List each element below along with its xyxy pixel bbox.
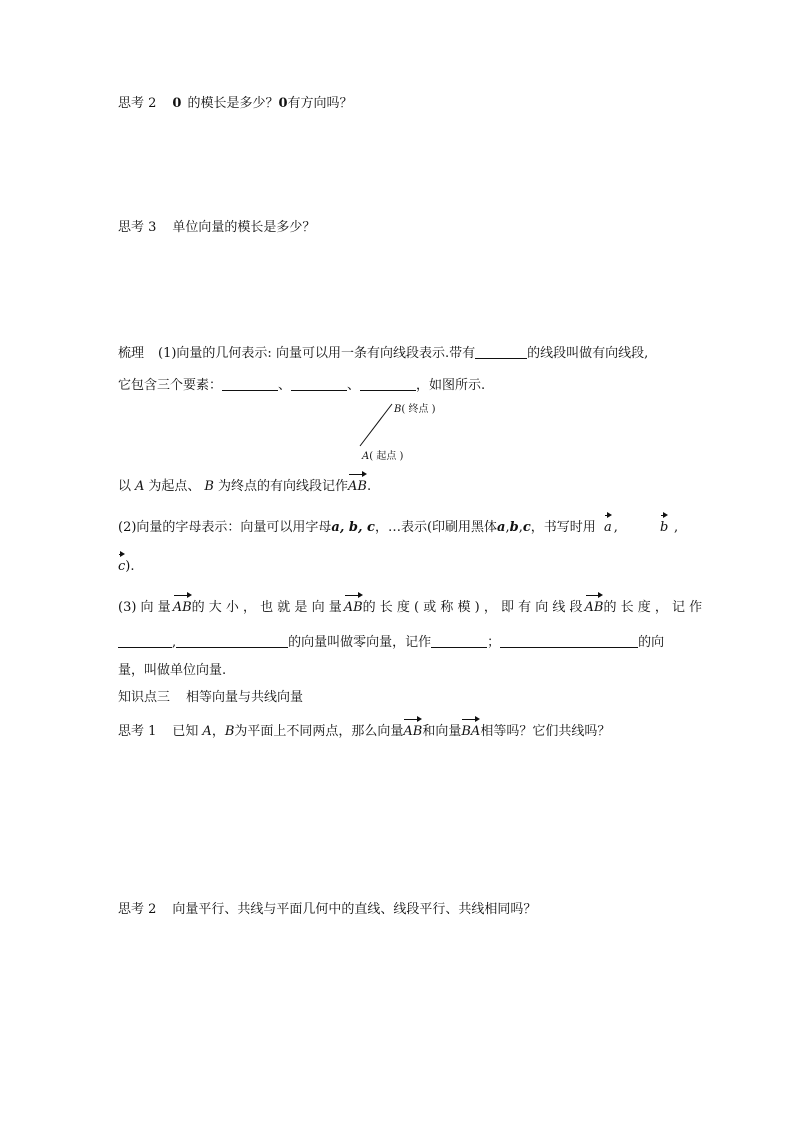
vector-ab bbox=[344, 598, 363, 618]
point-letter: B bbox=[224, 724, 235, 739]
startpoint-a-label bbox=[362, 447, 403, 462]
point-caption: ( 终点 ) bbox=[401, 404, 436, 415]
bold-letters: a, b, c bbox=[331, 520, 375, 535]
comma: ， bbox=[211, 724, 225, 739]
text: ). bbox=[125, 559, 135, 574]
summary-three-elements bbox=[118, 376, 485, 396]
summary-text: 的线段叫做有向线段, bbox=[527, 346, 649, 361]
summary-letter-representation bbox=[118, 518, 678, 538]
text: . bbox=[366, 479, 372, 494]
vector-arrow-icon bbox=[348, 472, 367, 478]
vector-c bbox=[118, 557, 125, 577]
fill-blank[interactable] bbox=[222, 376, 278, 391]
question-think2-zero-modulus bbox=[118, 94, 353, 114]
vector-ba bbox=[461, 722, 480, 742]
vector-arrow-icon bbox=[585, 593, 604, 599]
fill-blank[interactable] bbox=[291, 376, 347, 391]
vector-letter: b bbox=[660, 520, 669, 535]
point-letter: A bbox=[202, 724, 212, 739]
point-caption: ( 起点 ) bbox=[369, 451, 404, 462]
question-label: 思考 3 bbox=[118, 220, 157, 235]
bold-letter: c bbox=[522, 520, 531, 535]
text: 的 长 度 ( 或 称 模 ) ， 即 有 向 线 段 bbox=[362, 600, 583, 615]
summary-letter-representation-end bbox=[118, 557, 135, 577]
text: 量，叫做单位向量. bbox=[118, 663, 227, 678]
vector-ab bbox=[403, 722, 422, 742]
summary-geometric-representation bbox=[118, 344, 648, 364]
comma: , bbox=[505, 520, 510, 535]
text: 的 大 小 ， 也 就 是 向 量 bbox=[191, 600, 342, 615]
text: 为终点的有向线段记作 bbox=[217, 479, 348, 494]
text: 的向量叫做零向量，记作 bbox=[288, 635, 432, 650]
summary-text: (1)向量的几何表示: 向量可以用一条有向线段表示.带有 bbox=[158, 346, 476, 361]
summary-unit-vector-end bbox=[118, 661, 226, 681]
vector-arrow-icon bbox=[403, 717, 422, 723]
point-letter: B bbox=[204, 479, 214, 494]
magnitude-part3 bbox=[363, 598, 604, 618]
zero-vector-symbol: 0 bbox=[172, 96, 182, 111]
vector-arrow-icon bbox=[344, 593, 363, 599]
vector-letters: AB bbox=[584, 600, 604, 615]
question-text: 已知 bbox=[172, 724, 199, 739]
separator: 、 bbox=[278, 378, 292, 393]
magnitude-part2 bbox=[192, 598, 363, 618]
vector-arrow-icon bbox=[660, 513, 668, 519]
point-letter: A bbox=[135, 479, 145, 494]
question-text: 有方向吗？ bbox=[287, 96, 353, 111]
vector-letters: BA bbox=[461, 724, 481, 739]
summary-label: 梳理 bbox=[118, 346, 145, 361]
vector-letters: AB bbox=[403, 724, 423, 739]
question-think1-equal-vectors bbox=[118, 722, 610, 742]
summary-text: ，如图所示. bbox=[416, 378, 486, 393]
text: ，书写时用 bbox=[530, 520, 596, 535]
vector-b bbox=[660, 518, 668, 538]
fill-blank[interactable] bbox=[475, 344, 527, 359]
fill-blank[interactable] bbox=[360, 376, 416, 391]
directed-segment-figure bbox=[355, 400, 395, 452]
question-text: 单位向量的模长是多少？ bbox=[172, 220, 316, 235]
bold-letter: a bbox=[497, 520, 506, 535]
question-label: 思考 1 bbox=[118, 724, 157, 739]
segment-line bbox=[360, 404, 392, 446]
question-think2-parallel-collinear bbox=[118, 900, 536, 920]
knowledge-label: 知识点三 bbox=[118, 690, 171, 705]
question-text: 的模长是多少？ bbox=[187, 96, 279, 111]
vector-arrow-icon bbox=[604, 513, 612, 519]
bold-letter: b bbox=[509, 520, 519, 535]
vector-ab bbox=[173, 598, 192, 618]
knowledge-title: 相等向量与共线向量 bbox=[186, 690, 304, 705]
vector-ab bbox=[585, 598, 604, 618]
endpoint-b-label bbox=[394, 400, 436, 415]
directed-segment-notation bbox=[118, 477, 371, 497]
text: ； bbox=[487, 635, 501, 650]
question-text: 为平面上不同两点，那么向量 bbox=[234, 724, 404, 739]
vector-ab bbox=[348, 477, 367, 497]
vector-letters: AB bbox=[172, 600, 192, 615]
knowledge-point-3-heading bbox=[118, 688, 303, 708]
summary-vector-magnitude bbox=[118, 598, 703, 618]
text: 以 bbox=[118, 479, 132, 494]
separator: 、 bbox=[347, 378, 361, 393]
fill-blank[interactable] bbox=[118, 633, 172, 648]
question-text: 和向量 bbox=[422, 724, 462, 739]
vector-a bbox=[604, 518, 612, 538]
text: ，…表示(印刷用黑体 bbox=[374, 520, 498, 535]
question-text: 相等吗？它们共线吗？ bbox=[480, 724, 611, 739]
vector-letter: c bbox=[118, 559, 126, 574]
text: 的 长 度 ， 记 作 bbox=[603, 600, 703, 615]
vector-letter: a bbox=[603, 520, 612, 535]
vector-arrow-icon bbox=[173, 593, 192, 599]
vector-letters: AB bbox=[348, 479, 367, 494]
point-letter: B bbox=[394, 404, 402, 415]
fill-blank[interactable] bbox=[500, 633, 638, 648]
zero-vector-symbol: 0 bbox=[278, 96, 288, 111]
comma: , bbox=[172, 635, 177, 650]
summary-zero-unit-vector bbox=[118, 633, 678, 653]
vector-letters: AB bbox=[343, 600, 363, 615]
text: 为起点、 bbox=[148, 479, 201, 494]
question-label: 思考 2 bbox=[118, 902, 157, 917]
vector-arrow-icon bbox=[461, 717, 480, 723]
fill-blank[interactable] bbox=[176, 633, 288, 648]
magnitude-part1 bbox=[118, 598, 192, 618]
summary-text: 它包含三个要素： bbox=[118, 378, 223, 393]
text: (3) 向 量 bbox=[118, 600, 171, 615]
question-label: 思考 2 bbox=[118, 96, 157, 111]
vector-arrow-icon bbox=[118, 552, 125, 558]
text: 的向 bbox=[638, 635, 665, 650]
comma: , bbox=[674, 520, 679, 535]
fill-blank[interactable] bbox=[431, 633, 487, 648]
comma: , bbox=[613, 520, 618, 535]
question-text: 向量平行、共线与平面几何中的直线、线段平行、共线相同吗？ bbox=[172, 902, 537, 917]
question-think3-unit-vector bbox=[118, 218, 315, 238]
comma: , bbox=[518, 520, 523, 535]
text: (2)向量的字母表示：向量可以用字母 bbox=[118, 520, 332, 535]
point-letter: A bbox=[362, 451, 370, 462]
